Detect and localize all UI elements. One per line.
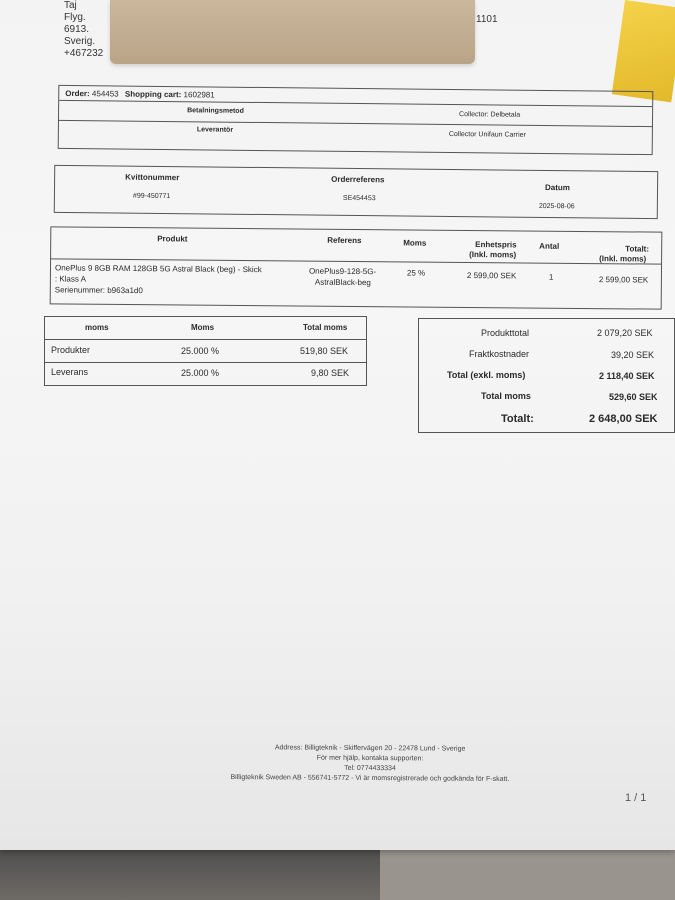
col-header-unit-price-sub: (Inkl. moms) [469,249,517,260]
footer-support: För mer hjälp, kontakta supporten: [316,754,424,763]
sticky-note [612,0,675,102]
vat-row-rate: 25.000 % [181,346,220,356]
col-header-quantity: Antal [539,241,560,251]
vat-row-name: Leverans [51,367,89,377]
payment-method-label: Betalningsmetod [187,107,244,115]
sender-line: 6913. [64,24,90,35]
payment-method-value: Collector: Delbetala [459,111,521,119]
sender-line: Flyg. [64,12,86,23]
sender-line: +467232 [64,48,104,59]
order-label: Order: [65,88,90,99]
summary-label: Produkttotal [481,328,530,338]
summary-value: 529,60 SEK [609,392,658,402]
cart-label: Shopping cart: [124,89,182,100]
receipt-number-label: Kvittonummer [125,172,180,183]
order-number: 454453 [91,89,119,99]
vat-table [44,316,367,386]
col-header-vat: Moms [403,238,427,248]
product-unit-price: 2 599,00 SEK [466,270,517,281]
vat-row-rate: 25.000 % [181,368,220,378]
sender-line: Sverig. [64,36,96,47]
product-vat: 25 % [406,268,426,278]
product-name-cont: : Klass A [54,274,87,284]
product-table [50,226,663,309]
col-header-reference: Referens [327,235,362,246]
product-reference: OnePlus9-128-5G- [308,266,377,277]
col-header-total-sub: (Inkl. moms) [599,254,647,264]
postal-fragment: 1101 [476,14,498,25]
col-header-total: Totalt: [625,244,650,254]
col-header-unit-price: Enhetspris [475,240,517,250]
product-name: OnePlus 9 8GB RAM 128GB 5G Astral Black (beg) - Skick [54,263,262,275]
summary-label: Fraktkostnader [469,349,530,359]
summary-value: 2 079,20 SEK [597,328,653,338]
serial-number: Serienummer: b963a1d0 [54,285,143,296]
supplier-value: Collector Unifaun Carrier [448,130,526,139]
order-header-box [58,85,654,155]
product-quantity: 1 [548,272,554,282]
date-value: 2025-08-06 [538,202,575,211]
vat-rate-col-header: Moms [191,323,215,332]
footer-address: Address: Billigteknik - Skiffervägen 20 - 22478 Lund - Sverige [274,744,466,753]
footer-phone: Tel: 0774433334 [344,764,396,773]
sender-address [64,0,103,60]
product-reference-cont: AstralBlack-beg [314,277,371,288]
date-label: Datum [545,182,570,193]
vat-total-col-header: Total moms [303,323,348,332]
summary-value: 2 118,40 SEK [599,371,655,381]
envelope [110,0,475,64]
summary-box [418,318,675,433]
cart-number: 1602981 [183,90,215,100]
summary-value: 39,20 SEK [611,350,655,360]
order-ref-label: Orderreferens [331,174,385,185]
order-ref-value: SE454453 [342,194,376,203]
receipt-info-box [54,165,658,219]
footer [190,743,550,786]
receipt-number-value: #99-450771 [132,192,171,201]
sender-line: Taj [64,0,77,11]
footer-company: Billigteknik Sweden AB - 556741-5772 - Vi är momsregistrerade och godkända för F-skatt. [230,774,510,783]
vat-row-total: 519,80 SEK [300,346,349,356]
product-total: 2 599,00 SEK [598,275,649,285]
grand-total-value: 2 648,00 SEK [589,413,658,425]
vat-row-total: 9,80 SEK [311,368,350,378]
col-header-product: Produkt [157,234,188,244]
vat-col-header: moms [85,323,109,332]
summary-label: Total (exkl. moms) [447,370,526,380]
supplier-label: Leverantör [196,126,234,134]
page-number: 1 / 1 [625,792,647,804]
grand-total-label: Totalt: [501,413,534,425]
summary-label: Total moms [481,391,531,401]
vat-row-name: Produkter [51,345,91,355]
